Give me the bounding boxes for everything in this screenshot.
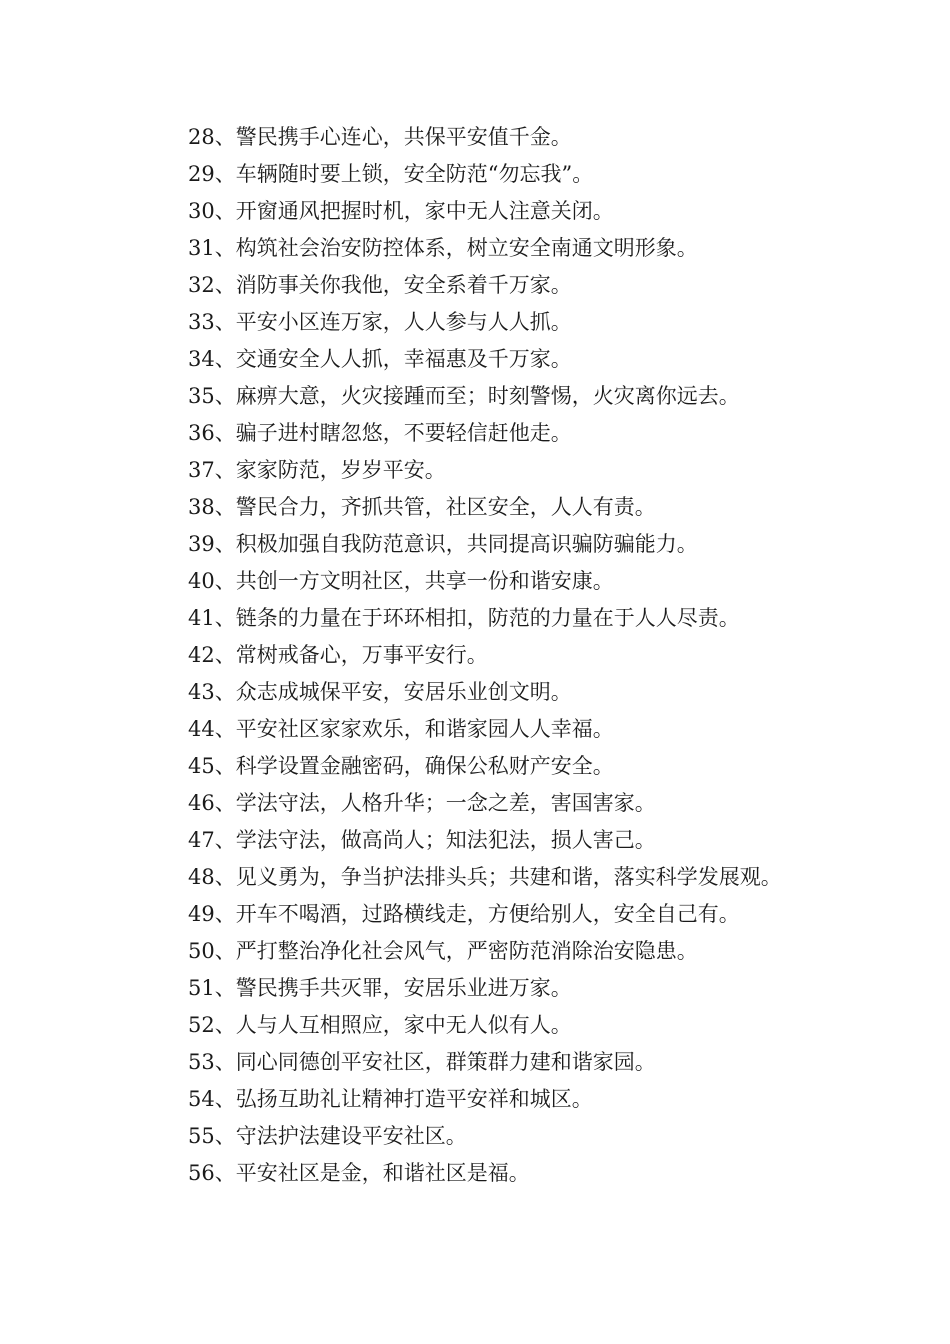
list-item: 42、常树戒备心，万事平安行。 [188,643,488,667]
list-item: 36、骗子进村瞎忽悠，不要轻信赶他走。 [188,421,572,445]
list-item: 56、平安社区是金，和谐社区是福。 [188,1161,530,1185]
list-item: 53、同心同德创平安社区，群策群力建和谐家园。 [188,1050,656,1074]
list-item: 48、见义勇为，争当护法排头兵；共建和谐，落实科学发展观。 [188,865,782,889]
list-item: 52、人与人互相照应，家中无人似有人。 [188,1013,572,1037]
list-item: 30、开窗通风把握时机，家中无人注意关闭。 [188,199,614,223]
list-item: 45、科学设置金融密码，确保公私财产安全。 [188,754,614,778]
list-item: 31、构筑社会治安防控体系，树立安全南通文明形象。 [188,236,698,260]
list-item: 28、警民携手心连心，共保平安值千金。 [188,125,572,149]
list-item: 39、积极加强自我防范意识，共同提高识骗防骗能力。 [188,532,698,556]
list-item: 51、警民携手共灭罪，安居乐业进万家。 [188,976,572,1000]
list-item: 50、严打整治净化社会风气，严密防范消除治安隐患。 [188,939,698,963]
list-item: 29、车辆随时要上锁，安全防范“勿忘我”。 [188,162,594,186]
list-item: 38、警民合力，齐抓共管，社区安全，人人有责。 [188,495,656,519]
list-item: 35、麻痹大意，火灾接踵而至；时刻警惕，火灾离你远去。 [188,384,740,408]
list-item: 34、交通安全人人抓，幸福惠及千万家。 [188,347,572,371]
list-item: 46、学法守法，人格升华；一念之差，害国害家。 [188,791,656,815]
slogan-list [188,119,928,1192]
list-item: 33、平安小区连万家，人人参与人人抓。 [188,310,572,334]
list-item: 55、守法护法建设平安社区。 [188,1124,467,1148]
list-item: 41、链条的力量在于环环相扣，防范的力量在于人人尽责。 [188,606,740,630]
list-item: 37、家家防范，岁岁平安。 [188,458,446,482]
list-item: 47、学法守法，做高尚人；知法犯法，损人害己。 [188,828,656,852]
list-item: 44、平安社区家家欢乐，和谐家园人人幸福。 [188,717,614,741]
list-item: 54、弘扬互助礼让精神打造平安祥和城区。 [188,1087,593,1111]
list-item: 32、消防事关你我他，安全系着千万家。 [188,273,572,297]
list-item: 40、共创一方文明社区，共享一份和谐安康。 [188,569,614,593]
list-item: 49、开车不喝酒，过路横线走，方便给别人，安全自己有。 [188,902,740,926]
list-item: 43、众志成城保平安，安居乐业创文明。 [188,680,572,704]
